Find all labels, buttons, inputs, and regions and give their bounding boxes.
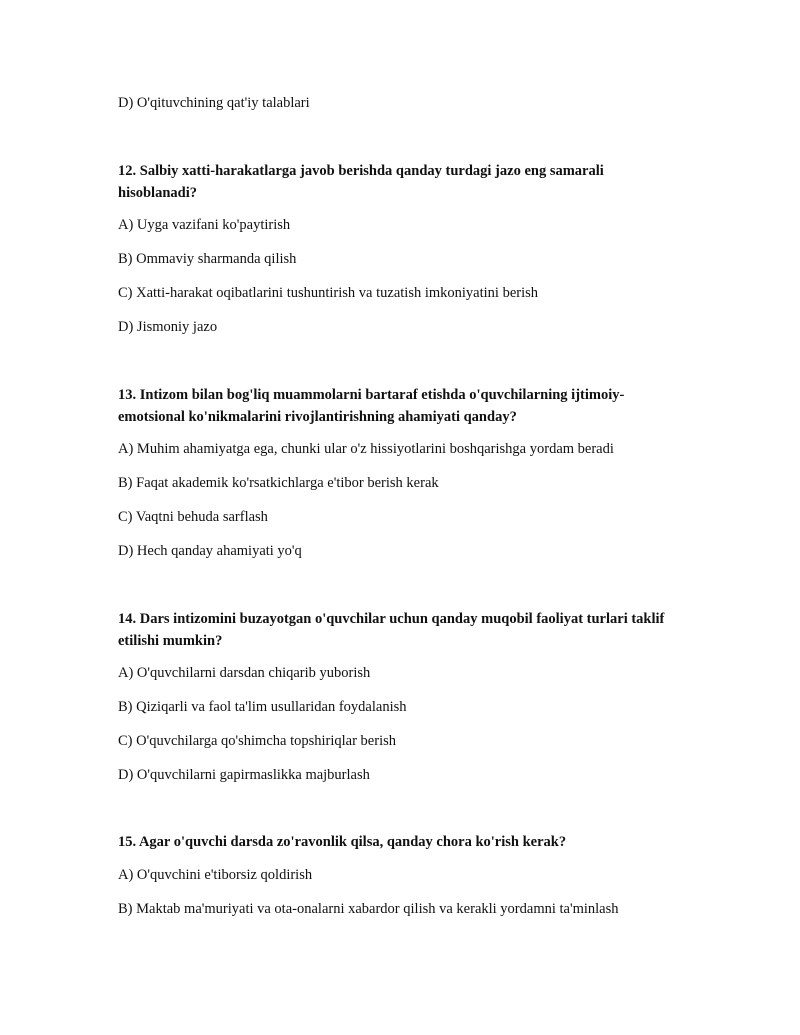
q13-option-b: B) Faqat akademik ko'rsatkichlarga e'tibor berish kerak	[118, 475, 439, 491]
q12-option-b: B) Ommaviy sharmanda qilish	[118, 251, 297, 267]
question-14: 14. Dars intizomini buzayotgan o'quvchilar uchun qanday muqobil faoliyat turlari taklif etilishi mumkin?	[118, 611, 665, 649]
q14-option-b: B) Qiziqarli va faol ta'lim usullaridan foydalanish	[118, 699, 407, 715]
q12-option-d: D) Jismoniy jazo	[118, 319, 218, 335]
q14-option-d: D) O'quvchilarni gapirmaslikka majburlash	[118, 767, 370, 783]
q13-option-c: C) Vaqtni behuda sarflash	[118, 509, 268, 525]
q14-option-c: C) O'quvchilarga qo'shimcha topshiriqlar berish	[118, 733, 396, 749]
q14-option-a: A) O'quvchilarni darsdan chiqarib yuborish	[118, 665, 371, 681]
q15-option-b: B) Maktab ma'muriyati va ota-onalarni xabardor qilish va kerakli yordamni ta'minlash	[118, 901, 619, 917]
q13-option-d: D) Hech qanday ahamiyati yo'q	[118, 543, 302, 559]
question-13: 13. Intizom bilan bog'liq muammolarni bartaraf etishda o'quvchilarning ijtimoiy-emotsional ko'nikmalarini rivojlantirishning ahamiyati qanday?	[118, 387, 625, 425]
q12-option-c: C) Xatti-harakat oqibatlarini tushuntirish va tuzatish imkoniyatini berish	[118, 285, 539, 301]
answer-option: D) O'qituvchining qat'iy talablari	[118, 95, 310, 111]
q15-option-a: A) O'quvchini e'tiborsiz qoldirish	[118, 867, 313, 883]
q12-option-a: A) Uyga vazifani ko'paytirish	[118, 217, 291, 233]
question-15: 15. Agar o'quvchi darsda zo'ravonlik qilsa, qanday chora ko'rish kerak?	[118, 834, 567, 850]
q13-option-a: A) Muhim ahamiyatga ega, chunki ular o'z hissiyotlarini boshqarishga yordam beradi	[118, 441, 614, 457]
question-12: 12. Salbiy xatti-harakatlarga javob berishda qanday turdagi jazo eng samarali hisoblanadi?	[118, 163, 604, 201]
